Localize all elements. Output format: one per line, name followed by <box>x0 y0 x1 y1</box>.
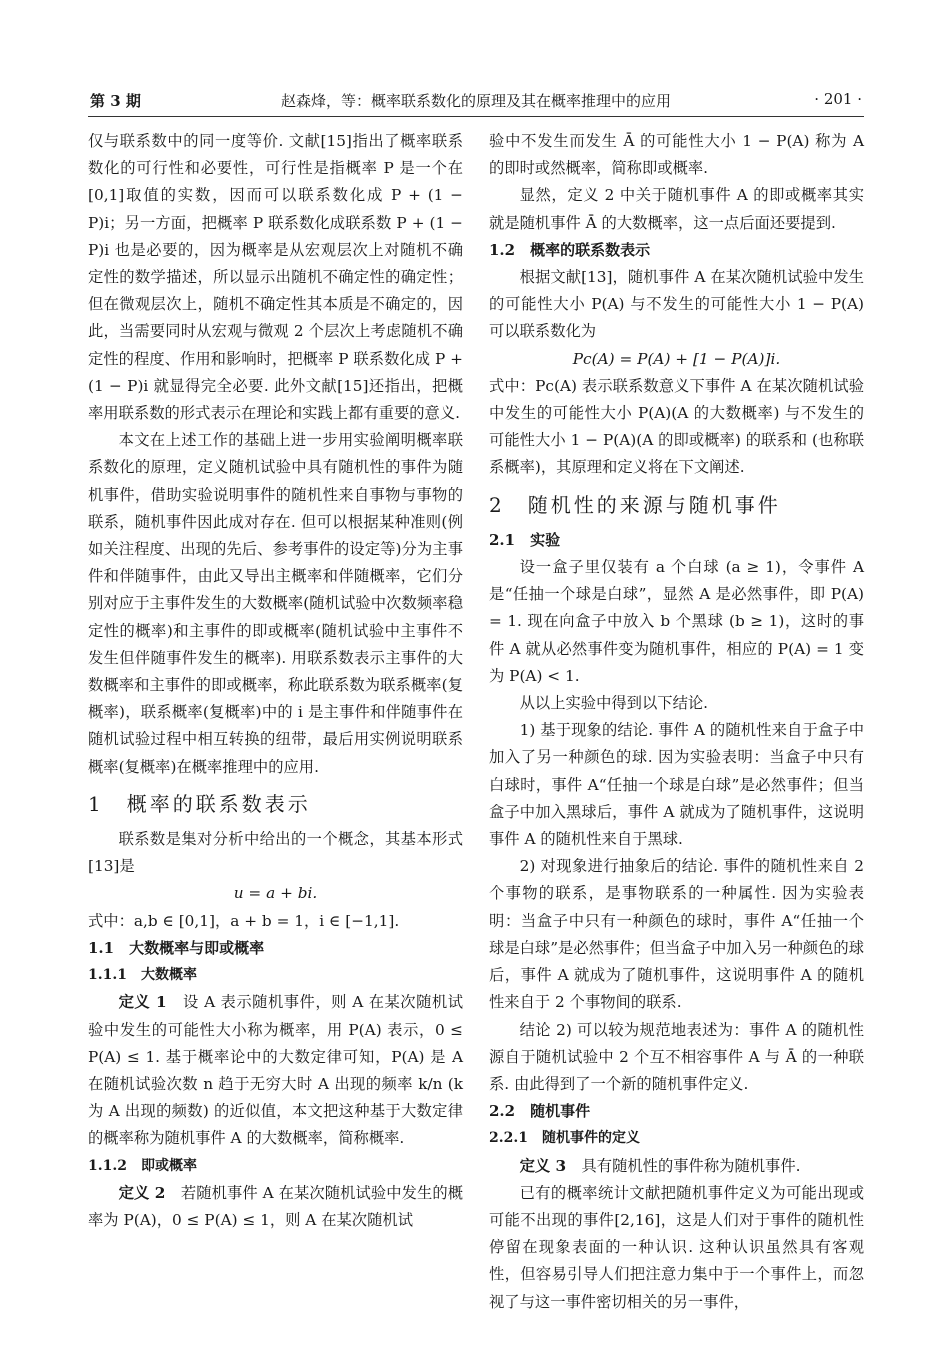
paragraph: 式中：Pc(A) 表示联系数意义下事件 A 在某次随机试验中发生的可能性大小 P(A)(A 的大数概率) 与不发生的可能性大小 1 − P(A)(A 的即或概率) 的联系和 (也称联系概率)，其原理和定义将在下文阐述. <box>489 376 864 477</box>
section-heading-1-1: 1.1 大数概率与即或概率 <box>88 938 265 957</box>
definition-label: 定义 2 <box>118 1183 166 1202</box>
running-header <box>88 90 864 117</box>
definition-label: 定义 3 <box>519 1156 567 1175</box>
definition-3 <box>489 1153 864 1180</box>
paragraph: 已有的概率统计文献把随机事件定义为可能出现或可能不出现的事件[2,16]，这是人们对于事件的随机性停留在现象表面的一种认识. 这种认识虽然具有客观性，但容易引导人们把注意力集中于一个事件上，而忽视了与这一事件密切相关的另一事件， <box>489 1183 864 1311</box>
right-column <box>489 128 864 1316</box>
definition-label: 定义 1 <box>118 993 167 1012</box>
section-heading-2: 2 随机性的来源与随机事件 <box>489 492 781 517</box>
paragraph: 1) 基于现象的结论. 事件 A 的随机性来自于盒子中加入了另一种颜色的球. 因为实验表明：当盒子中只有白球时，事件 A“任抽一个球是白球”是必然事件；但当盒子中加入黑球后，事件 A 就成为了随机事件，这说明事件 A 的随机性来自于黑球. <box>489 721 864 849</box>
paragraph: 设一盒子里仅装有 a 个白球 (a ≥ 1)，令事件 A 是“任抽一个球是白球”，显然 A 是必然事件，即 P(A) = 1. 现在向盒子中放入 b 个黑球 (b ≥ 1)，这时的事件 A 就从必然事件变为随机事件，相应的 P(A) = 1 变为 P(A) < 1. <box>489 558 864 685</box>
section-heading-1-1-1: 1.1.1 大数概率 <box>88 967 197 984</box>
paragraph: 式中：a,b ∈ [0,1]，a + b = 1，i ∈ [−1,1]. <box>88 911 400 930</box>
section-heading-1-1-2: 1.1.2 即或概率 <box>88 1157 197 1174</box>
equation: Pc(A) = P(A) + [1 − P(A)]i. <box>572 349 781 368</box>
paragraph: 联系数是集对分析中给出的一个概念，其基本形式[13]是 <box>88 830 463 876</box>
definition-1 <box>88 989 463 1152</box>
paragraph: 2) 对现象进行抽象后的结论. 事件的随机性来自 2 个事物的联系，是事物联系的一种属性. 因为实验表明：当盒子中只有一种颜色的球时，事件 A“任抽一个球是白球”是必然事件；但当盒子中加入另一种颜色的球后，事件 A 就成为了随机事件，这说明事件 A 的随机性来自于 2 个事物间的联系. <box>489 857 864 1012</box>
paragraph: 本文在上述工作的基础上进一步用实验阐明概率联系数化的原理，定义随机试验中具有随机性的事件为随机事件，借助实验说明事件的随机性来自事物与事物的联系，随机事件因此成对存在. 但可以根据某种准则(例如关注程度、出现的先后、参考事件的设定等)分为主事件和伴随事件，由此又导出主概率和伴随概率，它们分别对应于主事件发生的大数概率(随机试验中次数频率稳定性的概率)和主事件的即或概率(随机试验中主事件不发生但伴随事件发生的概率). 用联系数表示主事件的大数概率和主事件的即或概率，称此联系数为联系概率(复概率)，联系概率(复概率)中的 i 是主事件和伴随事件在随机试验过程中相互转换的纽带，最后用实例说明联系概率(复概率)在概率推理中的应用. <box>88 431 463 776</box>
left-column <box>88 128 463 1234</box>
section-heading-2-2-1: 2.2.1 随机事件的定义 <box>489 1130 640 1147</box>
definition-text: 具有随机性的事件称为随机事件. <box>566 1156 801 1175</box>
paragraph: 验中不发生而发生 Ā 的可能性大小 1 − P(A) 称为 A 的即时或然概率，简称即或概率. <box>489 132 864 178</box>
section-heading-1: 1 概率的联系数表示 <box>88 791 311 816</box>
paragraph: 结论 2) 可以较为规范地表述为：事件 A 的随机性源自于随机试验中 2 个互不相容事件 A 与 Ā 的一种联系. 由此得到了一个新的随机事件定义. <box>489 1020 864 1093</box>
paragraph: 从以上实验中得到以下结论. <box>519 694 709 713</box>
paragraph: 显然，定义 2 中关于随机事件 A 的即或概率其实就是随机事件 Ā 的大数概率，这一点后面还要提到. <box>489 186 864 232</box>
definition-text: 若随机事件 A 在某次随机试验中发生的概率为 P(A)，0 ≤ P(A) ≤ 1，则 A 在某次随机试 <box>88 1183 463 1229</box>
definition-2 <box>88 1180 463 1234</box>
section-heading-2-2: 2.2 随机事件 <box>489 1102 591 1121</box>
paragraph: 仅与联系数中的同一度等价. 文献[15]指出了概率联系数化的可行性和必要性，可行性是指概率 P 是一个在[0,1]取值的实数，因而可以联系数化成 P + (1 − P)i；另一方面，把概率 P 联系数化成联系数 P + (1 − P)i 也是必要的，因为概率是从宏观层次上对随机不确定性的数学描述，所以显示出随机不确定性的确定性；但在微观层次上，随机不确定性其本质是不确定的，因此，当需要同时从宏观与微观 2 个层次上考虑随机不确定性的程度、作用和影响时，把概率 P 联系数化成 P + (1 − P)i 就显得完全必要. 此外文献[15]还指出，把概率用联系数的形式表示在理论和实践上都有重要的意义. <box>88 132 463 423</box>
running-title: 赵森烽，等：概率联系数化的原理及其在概率推理中的应用 <box>280 92 671 110</box>
paragraph: 根据文献[13]，随机事件 A 在某次随机试验中发生的可能性大小 P(A) 与不发生的可能性大小 1 − P(A) 可以联系数化为 <box>489 268 864 341</box>
equation: u = a + bi. <box>233 884 318 903</box>
issue-number: 第 3 期 <box>90 92 141 110</box>
page-number: · 201 · <box>814 90 862 108</box>
section-heading-1-2: 1.2 概率的联系数表示 <box>489 240 651 259</box>
section-heading-2-1: 2.1 实验 <box>489 530 561 549</box>
definition-text: 设 A 表示随机事件，则 A 在某次随机试验中发生的可能性大小称为概率，用 P(A) 表示，0 ≤ P(A) ≤ 1. 基于概率论中的大数定律可知，P(A) 是 A 在随机试验次数 n 趋于无穷大时 A 出现的频率 k/n (k 为 A 出现的频数) 的近似值，本文把这种基于大数定律的概率称为随机事件 A 的大数概率，简称概率. <box>88 993 463 1148</box>
